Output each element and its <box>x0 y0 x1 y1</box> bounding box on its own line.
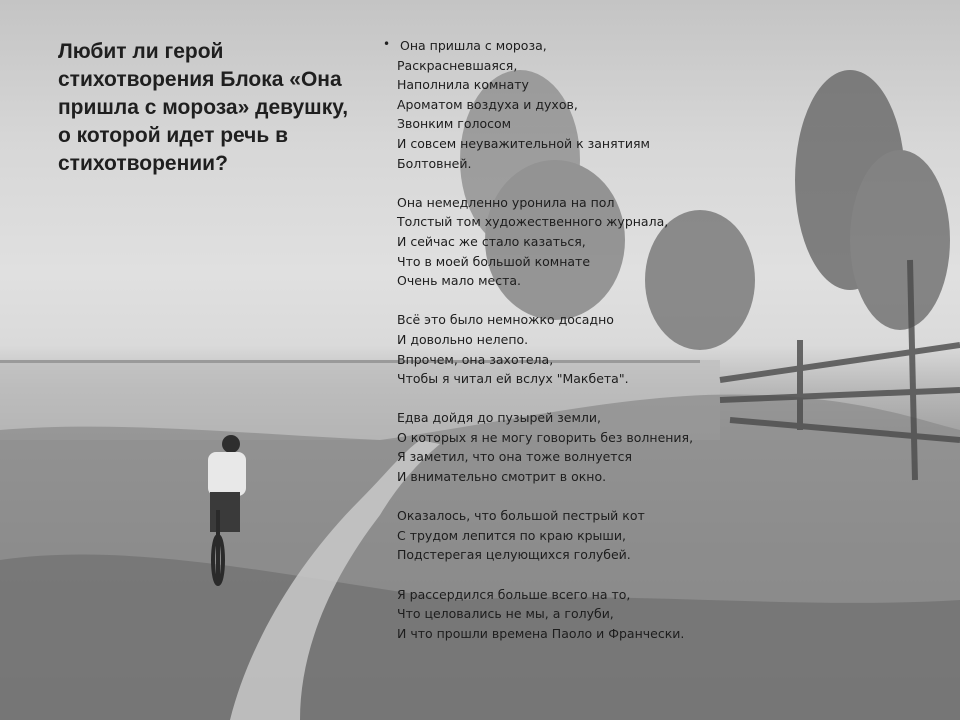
poem-line: Чтобы я читал ей вслух "Макбета". <box>397 371 629 387</box>
poem-line: Подстерегая целующихся голубей. <box>397 547 631 563</box>
poem-line: И сейчас же стало казаться, <box>397 233 586 249</box>
poem-line: Она немедленно уронила на пол <box>397 194 615 210</box>
poem-line: Едва дойдя до пузырей земли, <box>397 410 602 426</box>
slide-title: Любит ли герой стихотворения Блока «Она пришла с мороза» девушку, о которой идет речь в стихотворении? <box>58 40 349 175</box>
poem-line: И довольно нелепо. <box>397 331 529 347</box>
poem-line: Я заметил, что она тоже волнуется <box>397 449 632 465</box>
stanza <box>397 408 745 486</box>
stanza <box>397 506 745 565</box>
poem <box>385 36 745 663</box>
poem-line: Впрочем, она захотела, <box>397 351 554 367</box>
poem-line: Она пришла с мороза, <box>400 38 547 53</box>
poem-line: Ароматом воздуха и духов, <box>397 96 578 112</box>
poem-line: И внимательно смотрит в окно. <box>397 469 607 485</box>
bullet-icon: • <box>383 37 391 51</box>
poem-line: Оказалось, что большой пестрый кот <box>397 508 645 524</box>
poem-line: Раскрасневшаяся, <box>397 57 518 73</box>
stanza <box>397 36 745 173</box>
stanza <box>397 585 745 644</box>
poem-line: Что в моей большой комнате <box>397 253 591 269</box>
poem-line: С трудом лепится по краю крыши, <box>397 527 626 543</box>
poem-line: Я рассердился больше всего на то, <box>397 586 631 602</box>
poem-line: И что прошли времена Паоло и Франчески. <box>397 625 685 641</box>
poem-line: Наполнила комнату <box>397 77 529 93</box>
poem-line: И совсем неуважительной к занятиям <box>397 135 650 151</box>
poem-line: Болтовней. <box>397 155 472 171</box>
poem-line: Очень мало места. <box>397 273 522 289</box>
poem-line: Звонким голосом <box>397 116 512 132</box>
stanza <box>397 310 745 388</box>
poem-line: Толстый том художественного журнала, <box>397 214 669 230</box>
stanza <box>397 193 745 291</box>
poem-line: О которых я не могу говорить без волнения, <box>397 429 694 445</box>
poem-line: Всё это было немножко досадно <box>397 312 614 328</box>
poem-line: Что целовались не мы, а голуби, <box>397 606 614 622</box>
